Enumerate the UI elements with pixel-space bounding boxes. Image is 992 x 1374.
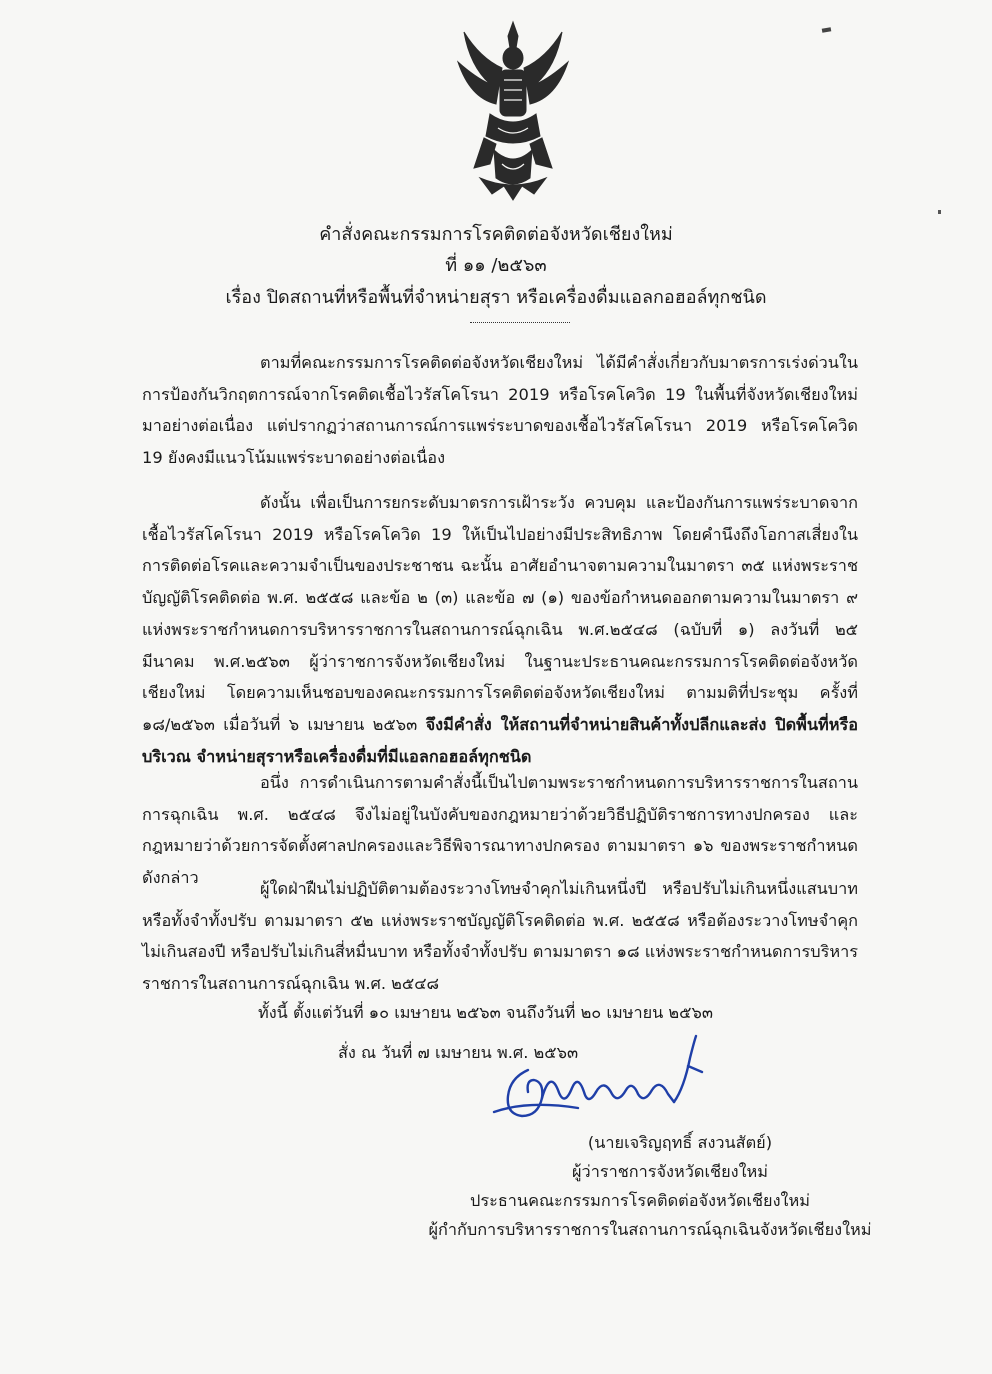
signed-date: สั่ง ณ วันที่ ๗ เมษายน พ.ศ. ๒๕๖๓ [338,1043,579,1062]
signatory-position-chair: ประธานคณะกรรมการโรคติดต่อจังหวัดเชียงใหม่ [470,1191,810,1210]
order-title: คำสั่งคณะกรรมการโรคติดต่อจังหวัดเชียงใหม่ [319,224,673,245]
garuda-emblem [450,18,576,206]
signatory-block [360,1128,920,1244]
paragraph-preamble-text: ตามที่คณะกรรมการโรคติดต่อจังหวัดเชียงใหม่ ได้มีคำสั่งเกี่ยวกับมาตรการเร่งด่วนในการป้องกันวิกฤตการณ์จากโรคติดเชื้อไวรัสโคโรนา 2019 หรือโรคโควิด 19 ในพื้นที่จังหวัดเชียงใหม่ มาอย่างต่อเนื่อง แต่ปรากฏว่าสถานการณ์การแพร่ระบาดของเชื้อไวรัสโคโรนา 2019 หรือโรคโควิด 19 ยังคงมีแนวโน้มแพร่ระบาดอย่างต่อเนื่อง [142,353,858,468]
paragraph-order [142,487,858,772]
handwritten-signature [488,1030,718,1125]
scan-speck [938,210,941,214]
effective-period: ทั้งนี้ ตั้งแต่วันที่ ๑๐ เมษายน ๒๕๖๓ จนถึงวันที่ ๒๐ เมษายน ๒๕๖๓ [258,1003,713,1022]
paragraph-penalty-text: ผู้ใดฝ่าฝืนไม่ปฏิบัติตามต้องระวางโทษจำคุกไม่เกินหนึ่งปี หรือปรับไม่เกินหนึ่งแสนบาทหรือทั้งจำทั้งปรับ ตามมาตรา ๕๒ แห่งพระราชบัญญัติโรคติดต่อ พ.ศ. ๒๕๕๘ หรือต้องระวางโทษจำคุกไม่เกินสองปี หรือปรับไม่เกินสี่หมื่นบาท หรือทั้งจำทั้งปรับ ตามมาตรา ๑๘ แห่งพระราชกำหนดการบริหารราชการในสถานการณ์ฉุกเฉิน พ.ศ. ๒๕๔๘ [142,879,858,994]
scan-speck [822,27,832,33]
paragraph-penalty [142,873,858,1000]
paragraph-legal-note-text: อนึ่ง การดำเนินการตามคำสั่งนี้เป็นไปตามพระราชกำหนดการบริหารราชการในสถานการฉุกเฉิน พ.ศ. ๒๕๔๘ จึงไม่อยู่ในบังคับของกฎหมายว่าด้วยวิธีปฏิบัติราชการทางปกครอง และกฎหมายว่าด้วยการจัดตั้งศาลปกครองและวิธีพิจารณาทางปกครอง ตามมาตรา ๑๖ ของพระราชกำหนดดังกล่าว [142,773,858,888]
signatory-position-director: ผู้กำกับการบริหารราชการในสถานการณ์ฉุกเฉินจังหวัดเชียงใหม่ [428,1220,872,1239]
separator-dots [470,322,570,323]
paragraph-order-text: ดังนั้น เพื่อเป็นการยกระดับมาตรการเฝ้าระวัง ควบคุม และป้องกันการแพร่ระบาดจากเชื้อไวรัสโคโรนา 2019 หรือโรคโควิด 19 ให้เป็นไปอย่างมีประสิทธิภาพ โดยคำนึงถึงโอกาสเสี่ยงในการติดต่อโรคและความจำเป็นของประชาชน ฉะนั้น อาศัยอำนาจตามความในมาตรา ๓๕ แห่งพระราชบัญญัติโรคติดต่อ พ.ศ. ๒๕๕๘ และข้อ ๒ (๓) และข้อ ๗ (๑) ของข้อกำหนดออกตามความในมาตรา ๙ แห่งพระราชกำหนดการบริหารราชการในสถานการณ์ฉุกเฉิน พ.ศ.๒๕๔๘ (ฉบับที่ ๑) ลงวันที่ ๒๕ มีนาคม พ.ศ.๒๕๖๓ ผู้ว่าราชการจังหวัดเชียงใหม่ ในฐานะประธานคณะกรรมการโรคติดต่อจังหวัดเชียงใหม่ โดยความเห็นชอบของคณะกรรมการโรคติดต่อจังหวัดเชียงใหม่ ตามมติที่ประชุม ครั้งที่ ๑๘/๒๕๖๓ เมื่อวันที่ ๖ เมษายน ๒๕๖๓ [142,493,858,734]
order-directive: จึงมีคำสั่ง ให้สถานที่จำหน่ายสินค้าทั้งปลีกและส่ง ปิดพื้นที่หรือบริเวณ จำหน่ายสุราหรือเครื่องดื่มที่มีแอลกอฮอล์ทุกชนิด [142,714,859,766]
paragraph-preamble [142,347,858,474]
order-subject: เรื่อง ปิดสถานที่หรือพื้นที่จำหน่ายสุรา หรือเครื่องดื่มแอลกอฮอล์ทุกชนิด [225,287,767,308]
signatory-name: (นายเจริญฤทธิ์ สงวนสัตย์) [587,1133,773,1152]
signatory-position-governor: ผู้ว่าราชการจังหวัดเชียงใหม่ [572,1162,768,1181]
order-number: ที่ ๑๑ /๒๕๖๓ [445,255,547,276]
